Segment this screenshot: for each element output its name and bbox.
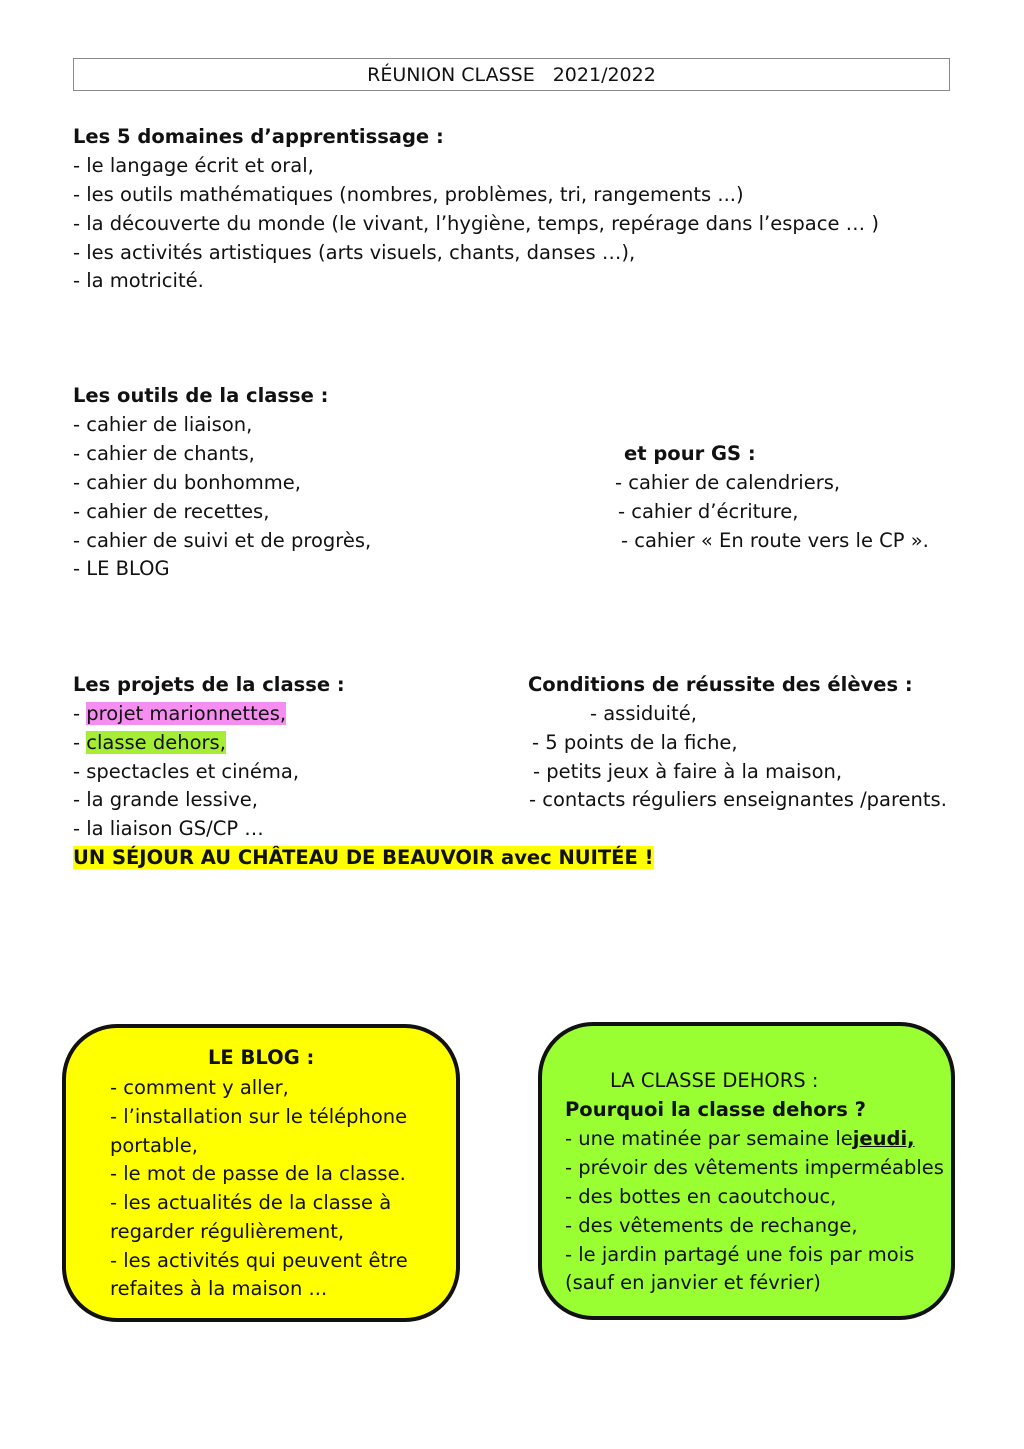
outils-item: - cahier du bonhomme, — [73, 471, 301, 494]
domaines-item: - les activités artistiques (arts visuels, chants, danses …), — [73, 241, 636, 264]
projets-item-dehors — [73, 728, 226, 757]
outils-item: - cahier de liaison, — [73, 413, 253, 436]
title-text: RÉUNION CLASSE — [367, 64, 535, 86]
page-title — [73, 58, 950, 91]
projets-heading: Les projets de la classe : — [73, 673, 345, 696]
dehors-box-line: - des bottes en caoutchouc, — [565, 1185, 837, 1208]
dehors-box-line: - des vêtements de rechange, — [565, 1214, 858, 1237]
title-year: 2021/2022 — [552, 64, 656, 86]
conditions-heading: Conditions de réussite des élèves : — [528, 673, 913, 696]
blog-box-line: - l’installation sur le téléphone — [110, 1105, 408, 1128]
gs-item: - cahier d’écriture, — [618, 500, 799, 523]
blog-box-line: refaites à la maison ... — [110, 1277, 328, 1300]
domaines-item: - les outils mathématiques (nombres, problèmes, tri, rangements ...) — [73, 183, 744, 206]
dehors-box-line: - le jardin partagé une fois par mois — [565, 1243, 915, 1266]
conditions-item: - petits jeux à faire à la maison, — [533, 760, 843, 783]
dehors-box-line: - prévoir des vêtements imperméables — [565, 1156, 944, 1179]
dash: - — [73, 702, 87, 725]
projets-item-marionnettes — [73, 699, 286, 728]
gs-item: - cahier de calendriers, — [615, 471, 841, 494]
gs-item: - cahier « En route vers le CP ». — [621, 529, 929, 552]
dehors-day: jeudi, — [852, 1127, 915, 1150]
dehors-line-prefix: - une matinée par semaine le — [565, 1127, 853, 1150]
outils-item: - cahier de chants, — [73, 442, 255, 465]
outils-item: - LE BLOG — [73, 557, 170, 580]
blog-box-line: - le mot de passe de la classe. — [110, 1162, 406, 1185]
blog-box-line: - comment y aller, — [110, 1076, 289, 1099]
blog-box-line: portable, — [110, 1134, 198, 1157]
blog-box-line: regarder régulièrement, — [110, 1220, 345, 1243]
dehors-box-subheading: Pourquoi la classe dehors ? — [565, 1098, 866, 1121]
projets-item: - la liaison GS/CP … — [73, 817, 264, 840]
outils-item: - cahier de suivi et de progrès, — [73, 529, 372, 552]
gs-heading: et pour GS : — [624, 442, 756, 465]
dehors-box-line: (sauf en janvier et février) — [565, 1271, 821, 1294]
dash: - — [73, 731, 87, 754]
domaines-item: - le langage écrit et oral, — [73, 154, 314, 177]
blog-box-line: - les actualités de la classe à — [110, 1191, 392, 1214]
domaines-heading: Les 5 domaines d’apprentissage : — [73, 125, 444, 148]
conditions-item: - contacts réguliers enseignantes /parents. — [529, 788, 947, 811]
dehors-box-heading: LA CLASSE DEHORS : — [610, 1069, 819, 1092]
blog-box-line: - les activités qui peuvent être — [110, 1249, 408, 1272]
sejour-text: UN SÉJOUR AU CHÂTEAU DE BEAUVOIR avec NUITÉE ! — [73, 846, 654, 869]
blog-box-heading: LE BLOG : — [208, 1046, 315, 1069]
outils-item: - cahier de recettes, — [73, 500, 270, 523]
conditions-item: - 5 points de la fiche, — [532, 731, 738, 754]
projets-item: - la grande lessive, — [73, 788, 258, 811]
projets-item: - spectacles et cinéma, — [73, 760, 300, 783]
highlighted-project: projet marionnettes, — [86, 702, 287, 725]
dehors-box-line-jeudi — [565, 1124, 915, 1153]
conditions-item: - assiduité, — [590, 702, 697, 725]
highlighted-project: classe dehors, — [86, 731, 226, 754]
domaines-item: - la motricité. — [73, 269, 204, 292]
outils-heading: Les outils de la classe : — [73, 384, 329, 407]
domaines-item: - la découverte du monde (le vivant, l’hygiène, temps, repérage dans l’espace … ) — [73, 212, 879, 235]
sejour-banner — [73, 843, 654, 872]
